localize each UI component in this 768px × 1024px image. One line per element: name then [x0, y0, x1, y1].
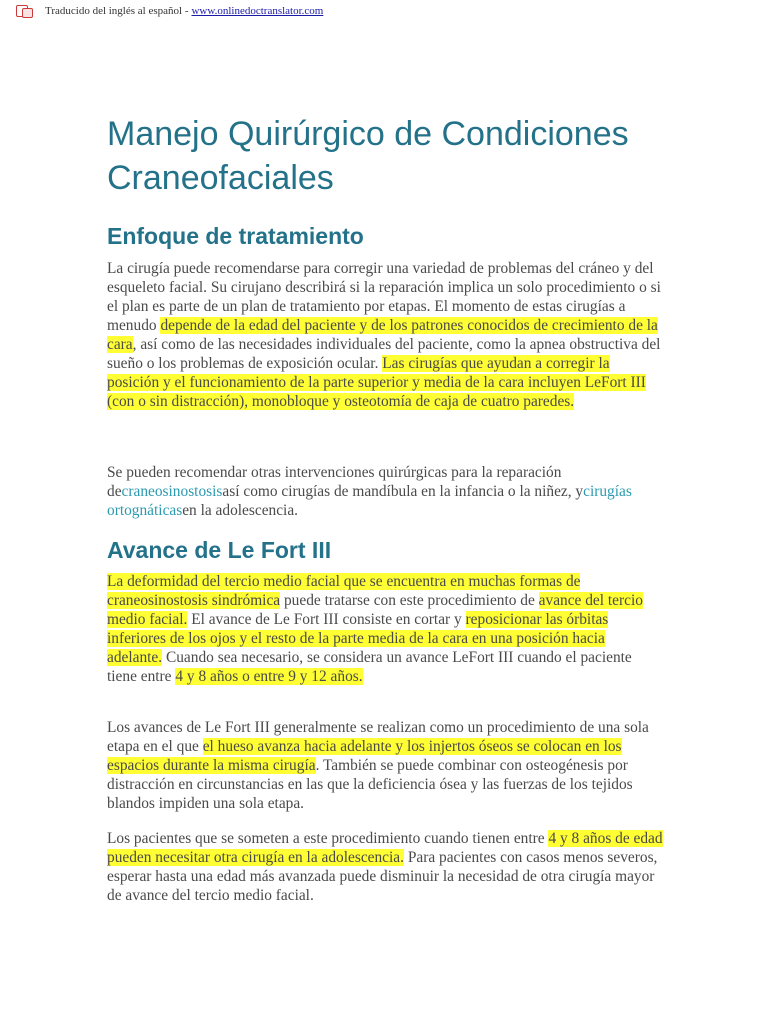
- highlighted-text: 4 y 8 años o entre 9 y 12 años.: [175, 668, 363, 685]
- text-run: puede tratarse con este procedimiento de: [280, 592, 539, 609]
- text-run: . También se puede combinar con osteogénesis por distracción en circunstancias en las que la deficiencia ósea y las fuerzas de los tejidos blandos impiden una sola etapa.: [107, 757, 633, 812]
- text-run: Los avances de Le Fort III generalmente se realizan como un procedimiento de una sola etapa en el que: [107, 719, 649, 755]
- highlighted-text: avance del tercio medio facial.: [107, 592, 643, 628]
- text-run: Cuando sea necesario, se considera un avance LeFort III cuando el paciente tiene entre: [107, 649, 632, 685]
- highlighted-text: 4 y 8 años de edad pueden necesitar otra cirugía en la adolescencia.: [107, 830, 663, 866]
- text-run: así como cirugías de mandíbula en la infancia o la niñez, y: [222, 483, 584, 500]
- translator-logo-icon: [16, 4, 33, 18]
- section-heading-lefort: Avance de Le Fort III: [107, 537, 332, 563]
- highlighted-text: reposicionar las órbitas inferiores de los ojos y el resto de la parte media de la cara en una posición hacia adelante.: [107, 611, 609, 666]
- text-run: La cirugía puede recomendarse para corregir una variedad de problemas del cráneo y del esqueleto facial. Su cirujano describirá si la reparación implica un solo procedimiento o si el plan es parte de un plan de tratamiento por etapas. El momento de estas cirugías a menudo: [107, 260, 661, 334]
- translator-link[interactable]: www.onlinedoctranslator.com: [191, 5, 324, 17]
- text-run: Se pueden recomendar otras intervenciones quirúrgicas para la reparación de: [107, 464, 562, 500]
- inline-link[interactable]: cirugías ortognáticas: [107, 483, 632, 519]
- text-run: Los pacientes que se someten a este procedimiento cuando tienen entre: [107, 830, 549, 847]
- section-heading-enfoque: Enfoque de tratamiento: [107, 223, 364, 249]
- text-run: , así como de las necesidades individuales del paciente, como la apnea obstructiva del sueño o los problemas de exposición ocular.: [107, 336, 661, 372]
- paragraph-lefort-3: [107, 829, 663, 905]
- paragraph-lefort-2: [107, 718, 663, 813]
- highlighted-text: La deformidad del tercio medio facial que se encuentra en muchas formas de craneosinostosis sindrómica: [107, 573, 581, 609]
- text-run: en la adolescencia.: [182, 502, 299, 519]
- text-run: El avance de Le Fort III consiste en cortar y: [187, 611, 466, 628]
- banner-text: Traducido del inglés al español -: [45, 5, 189, 17]
- highlighted-text: el hueso avanza hacia adelante y los injertos óseos se colocan en los espacios durante la misma cirugía: [107, 738, 622, 774]
- text-run: Para pacientes con casos menos severos, esperar hasta una edad más avanzada puede disminuir la necesidad de otra cirugía mayor de avance del tercio medio facial.: [107, 849, 658, 904]
- paragraph-enfoque-1: [107, 259, 663, 411]
- paragraph-enfoque-2: [107, 463, 663, 520]
- highlighted-text: Las cirugías que ayudan a corregir la posición y el funcionamiento de la parte superior y media de la cara incluyen LeFort III (con o sin distracción), monobloque y osteotomía de caja de cuatro paredes.: [107, 355, 646, 410]
- inline-link[interactable]: craneosinostosis: [121, 483, 223, 500]
- paragraph-lefort-1: [107, 572, 663, 686]
- page-title: Manejo Quirúrgico de Condiciones Craneofaciales: [107, 115, 629, 197]
- highlighted-text: depende de la edad del paciente y de los patrones conocidos de crecimiento de la cara: [107, 317, 658, 353]
- translation-banner: [16, 4, 323, 18]
